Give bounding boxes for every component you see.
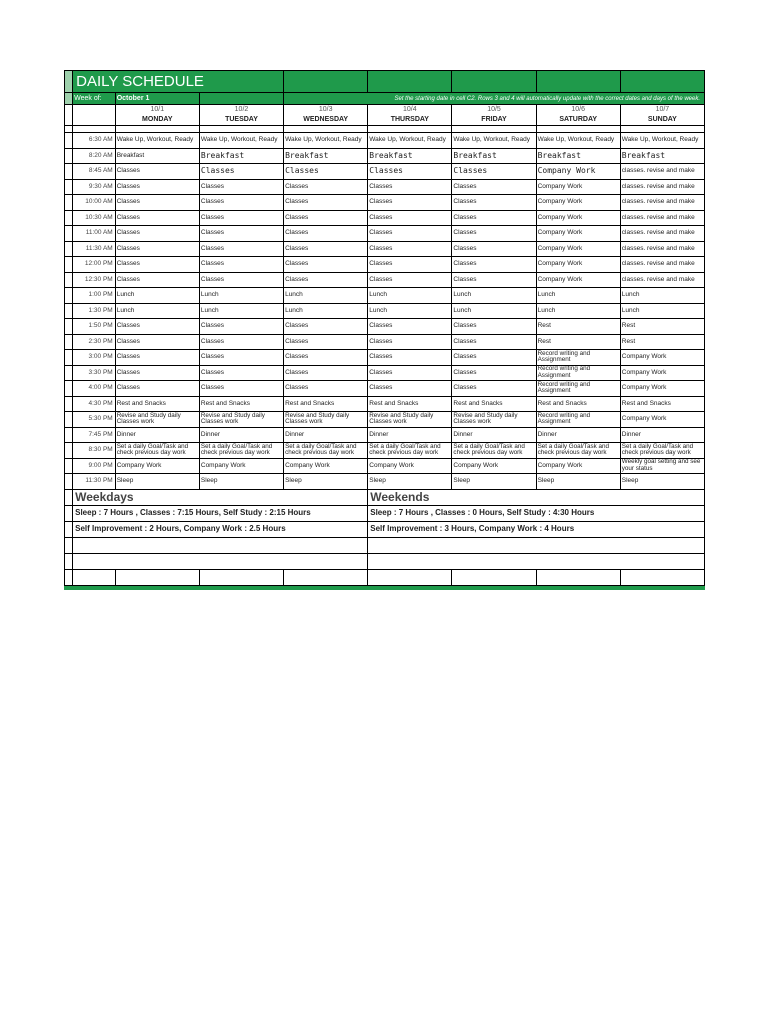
activity-cell[interactable]: Company Work xyxy=(368,458,452,474)
date-cell: 10/3 xyxy=(284,105,368,115)
time-cell: 11:00 AM xyxy=(73,226,116,242)
activity-cell[interactable]: Record writing and Assignment xyxy=(536,412,620,428)
schedule-row xyxy=(65,179,705,195)
activity-cell[interactable]: Classes xyxy=(115,210,199,226)
activity-cell[interactable]: Company Work xyxy=(536,195,620,211)
activity-cell[interactable]: Classes xyxy=(199,365,283,381)
schedule-row xyxy=(65,195,705,211)
activity-cell[interactable]: Classes xyxy=(199,179,283,195)
activity-cell[interactable]: Classes xyxy=(368,241,452,257)
activity-cell[interactable]: Lunch xyxy=(115,288,199,304)
activity-cell[interactable]: Lunch xyxy=(368,303,452,319)
schedule-row xyxy=(65,412,705,428)
activity-cell[interactable]: Wake Up, Workout, Ready xyxy=(620,133,704,149)
activity-cell[interactable]: Classes xyxy=(368,365,452,381)
schedule-table xyxy=(64,70,705,586)
activity-cell[interactable]: classes. revise and make xyxy=(620,164,704,180)
activity-cell[interactable]: Rest xyxy=(620,319,704,335)
empty-cell[interactable] xyxy=(620,569,704,585)
activity-cell[interactable]: Sleep xyxy=(452,474,536,490)
activity-cell[interactable]: Classes xyxy=(284,179,368,195)
activity-cell[interactable]: Classes xyxy=(199,195,283,211)
activity-cell[interactable]: Company Work xyxy=(620,381,704,397)
activity-cell[interactable]: Company Work xyxy=(536,226,620,242)
bottom-accent-bar xyxy=(64,586,705,590)
activity-cell[interactable]: Revise and Study daily Classes work xyxy=(368,412,452,428)
activity-cell[interactable]: Lunch xyxy=(452,288,536,304)
activity-cell[interactable]: Sleep xyxy=(284,474,368,490)
schedule-row xyxy=(65,272,705,288)
activity-cell[interactable]: Revise and Study daily Classes work xyxy=(284,412,368,428)
activity-cell[interactable]: Classes xyxy=(368,334,452,350)
activity-cell[interactable]: Classes xyxy=(115,272,199,288)
activity-cell[interactable]: Classes xyxy=(284,241,368,257)
activity-cell[interactable]: Company Work xyxy=(199,458,283,474)
empty-cell[interactable] xyxy=(115,569,199,585)
activity-cell[interactable]: Classes xyxy=(199,257,283,273)
activity-cell[interactable]: Classes xyxy=(199,241,283,257)
activity-cell[interactable]: Classes xyxy=(284,210,368,226)
activity-cell[interactable]: Classes xyxy=(199,164,283,180)
activity-cell[interactable]: Classes xyxy=(452,164,536,180)
activity-cell[interactable]: Wake Up, Workout, Ready xyxy=(536,133,620,149)
date-cell: 10/6 xyxy=(536,105,620,115)
activity-cell[interactable]: Dinner xyxy=(284,427,368,443)
activity-cell[interactable]: Rest and Snacks xyxy=(199,396,283,412)
empty-cell[interactable] xyxy=(368,553,705,569)
time-cell: 3:00 PM xyxy=(73,350,116,366)
schedule-row xyxy=(65,210,705,226)
activity-cell[interactable]: Lunch xyxy=(199,303,283,319)
schedule-row xyxy=(65,257,705,273)
activity-cell[interactable]: Classes xyxy=(284,164,368,180)
time-cell: 4:30 PM xyxy=(73,396,116,412)
empty-cell[interactable] xyxy=(199,569,283,585)
schedule-row xyxy=(65,164,705,180)
activity-cell[interactable]: Set a daily Goal/Task and check previous day work xyxy=(115,443,199,459)
activity-cell[interactable]: Lunch xyxy=(620,288,704,304)
time-cell: 3:30 PM xyxy=(73,365,116,381)
activity-cell[interactable]: Classes xyxy=(452,334,536,350)
time-cell: 8:45 AM xyxy=(73,164,116,180)
empty-cell[interactable] xyxy=(452,569,536,585)
activity-cell[interactable]: Revise and Study daily Classes work xyxy=(452,412,536,428)
schedule-row xyxy=(65,334,705,350)
activity-cell[interactable]: Sleep xyxy=(620,474,704,490)
activity-cell[interactable]: Company Work xyxy=(536,272,620,288)
activity-cell[interactable]: Record writing and Assignment xyxy=(536,381,620,397)
weekdays-summary-line-1: Sleep : 7 Hours , Classes : 7:15 Hours, Self Study : 2:15 Hours xyxy=(73,505,368,521)
week-of-label: Week of: xyxy=(73,93,116,105)
activity-cell[interactable]: Rest and Snacks xyxy=(536,396,620,412)
weekends-summary-line-1: Sleep : 7 Hours , Classes : 0 Hours, Self Study : 4:30 Hours xyxy=(368,505,705,521)
activity-cell[interactable]: Classes xyxy=(368,381,452,397)
activity-cell[interactable]: Rest and Snacks xyxy=(284,396,368,412)
activity-cell[interactable]: Classes xyxy=(452,350,536,366)
activity-cell[interactable]: Lunch xyxy=(284,303,368,319)
activity-cell[interactable]: Classes xyxy=(284,319,368,335)
activity-cell[interactable]: Set a daily Goal/Task and check previous day work xyxy=(620,443,704,459)
activity-cell[interactable]: Classes xyxy=(115,334,199,350)
activity-cell[interactable]: Classes xyxy=(199,319,283,335)
activity-cell[interactable]: Classes xyxy=(452,319,536,335)
activity-cell[interactable]: Company Work xyxy=(536,257,620,273)
activity-cell[interactable]: Classes xyxy=(284,350,368,366)
activity-cell[interactable]: Classes xyxy=(199,381,283,397)
day-header: SUNDAY xyxy=(620,114,704,126)
activity-cell[interactable]: Breakfast xyxy=(199,148,283,164)
activity-cell[interactable]: classes. revise and make xyxy=(620,210,704,226)
activity-cell[interactable]: Classes xyxy=(284,195,368,211)
activity-cell[interactable]: Classes xyxy=(452,241,536,257)
activity-cell[interactable]: Rest xyxy=(620,334,704,350)
activity-cell[interactable]: Classes xyxy=(284,334,368,350)
time-cell: 5:30 PM xyxy=(73,412,116,428)
activity-cell[interactable]: Dinner xyxy=(620,427,704,443)
empty-cell[interactable] xyxy=(368,537,705,553)
activity-cell[interactable]: Classes xyxy=(115,257,199,273)
activity-cell[interactable]: Classes xyxy=(368,350,452,366)
time-cell: 1:00 PM xyxy=(73,288,116,304)
time-cell: 1:50 PM xyxy=(73,319,116,335)
schedule-row xyxy=(65,133,705,149)
activity-cell[interactable]: Wake Up, Workout, Ready xyxy=(199,133,283,149)
header-accent-cell xyxy=(65,71,73,93)
schedule-row xyxy=(65,148,705,164)
activity-cell[interactable]: Company Work xyxy=(620,350,704,366)
activity-cell[interactable]: Classes xyxy=(115,350,199,366)
activity-cell[interactable]: Classes xyxy=(368,195,452,211)
time-cell: 9:30 AM xyxy=(73,179,116,195)
activity-cell[interactable]: Dinner xyxy=(536,427,620,443)
activity-cell[interactable]: Classes xyxy=(284,365,368,381)
activity-cell[interactable]: Record writing and Assignment xyxy=(536,365,620,381)
time-cell: 7:45 PM xyxy=(73,427,116,443)
activity-cell[interactable]: Classes xyxy=(368,319,452,335)
activity-cell[interactable]: classes. revise and make xyxy=(620,195,704,211)
activity-cell[interactable]: Classes xyxy=(368,164,452,180)
activity-cell[interactable]: Classes xyxy=(115,319,199,335)
activity-cell[interactable]: Wake Up, Workout, Ready xyxy=(115,133,199,149)
activity-cell[interactable]: classes. revise and make xyxy=(620,241,704,257)
empty-cell[interactable] xyxy=(368,569,452,585)
time-cell: 6:30 AM xyxy=(73,133,116,149)
activity-cell[interactable]: Classes xyxy=(284,272,368,288)
day-header: TUESDAY xyxy=(199,114,283,126)
activity-cell[interactable]: Classes xyxy=(115,241,199,257)
schedule-row xyxy=(65,365,705,381)
schedule-row xyxy=(65,474,705,490)
activity-cell[interactable]: classes. revise and make xyxy=(620,272,704,288)
schedule-sheet xyxy=(64,70,705,590)
schedule-row xyxy=(65,458,705,474)
activity-cell[interactable]: Lunch xyxy=(536,303,620,319)
activity-cell[interactable]: Classes xyxy=(452,179,536,195)
activity-cell[interactable]: Set a daily Goal/Task and check previous day work xyxy=(199,443,283,459)
activity-cell[interactable]: Dinner xyxy=(115,427,199,443)
time-cell: 8:30 PM xyxy=(73,443,116,459)
empty-cell[interactable] xyxy=(536,569,620,585)
time-cell: 4:00 PM xyxy=(73,381,116,397)
activity-cell[interactable]: Breakfast xyxy=(452,148,536,164)
activity-cell[interactable]: Classes xyxy=(115,226,199,242)
activity-cell[interactable]: Wake Up, Workout, Ready xyxy=(452,133,536,149)
day-header: SATURDAY xyxy=(536,114,620,126)
activity-cell[interactable]: Breakfast xyxy=(536,148,620,164)
time-cell: 11:30 AM xyxy=(73,241,116,257)
activity-cell[interactable]: Set a daily Goal/Task and check previous day work xyxy=(368,443,452,459)
activity-cell[interactable]: Rest and Snacks xyxy=(368,396,452,412)
activity-cell[interactable]: Classes xyxy=(284,381,368,397)
schedule-row xyxy=(65,319,705,335)
activity-cell[interactable]: Breakfast xyxy=(620,148,704,164)
time-cell: 9:00 PM xyxy=(73,458,116,474)
activity-cell[interactable]: Revise and Study daily Classes work xyxy=(199,412,283,428)
activity-cell[interactable]: Rest xyxy=(536,319,620,335)
activity-cell[interactable]: Classes xyxy=(199,350,283,366)
schedule-row xyxy=(65,443,705,459)
activity-cell[interactable]: Classes xyxy=(452,365,536,381)
activity-cell[interactable]: Dinner xyxy=(199,427,283,443)
activity-cell[interactable]: Company Work xyxy=(620,412,704,428)
activity-cell[interactable]: Set a daily Goal/Task and check previous day work xyxy=(452,443,536,459)
schedule-row xyxy=(65,396,705,412)
activity-cell[interactable]: Dinner xyxy=(452,427,536,443)
activity-cell[interactable]: Classes xyxy=(284,226,368,242)
date-cell: 10/4 xyxy=(368,105,452,115)
time-cell: 2:30 PM xyxy=(73,334,116,350)
instruction-note: Set the starting date in cell C2. Rows 3 and 4 will automatically update with the correct dates and days of the week. xyxy=(284,93,705,105)
schedule-row xyxy=(65,303,705,319)
activity-cell[interactable]: Classes xyxy=(452,381,536,397)
activity-cell[interactable]: Classes xyxy=(199,272,283,288)
activity-cell[interactable]: Rest and Snacks xyxy=(452,396,536,412)
time-cell: 11:30 PM xyxy=(73,474,116,490)
week-of-value[interactable]: October 1 xyxy=(115,93,199,105)
activity-cell[interactable]: Revise and Study daily Classes work xyxy=(115,412,199,428)
activity-cell[interactable]: Company Work xyxy=(284,458,368,474)
day-header: FRIDAY xyxy=(452,114,536,126)
activity-cell[interactable]: Classes xyxy=(368,257,452,273)
activity-cell[interactable]: Set a daily Goal/Task and check previous day work xyxy=(284,443,368,459)
activity-cell[interactable]: Classes xyxy=(368,272,452,288)
date-cell: 10/7 xyxy=(620,105,704,115)
activity-cell[interactable]: Wake Up, Workout, Ready xyxy=(368,133,452,149)
activity-cell[interactable]: Classes xyxy=(368,210,452,226)
activity-cell[interactable]: Rest xyxy=(536,334,620,350)
activity-cell[interactable]: Lunch xyxy=(199,288,283,304)
activity-cell[interactable]: classes. revise and make xyxy=(620,257,704,273)
activity-cell[interactable]: Breakfast xyxy=(368,148,452,164)
activity-cell[interactable]: Lunch xyxy=(284,288,368,304)
schedule-row xyxy=(65,350,705,366)
activity-cell[interactable]: Classes xyxy=(199,334,283,350)
activity-cell[interactable]: Wake Up, Workout, Ready xyxy=(284,133,368,149)
time-cell: 10:30 AM xyxy=(73,210,116,226)
schedule-row xyxy=(65,226,705,242)
activity-cell[interactable]: Breakfast xyxy=(115,148,199,164)
schedule-row xyxy=(65,427,705,443)
time-cell: 10:00 AM xyxy=(73,195,116,211)
activity-cell[interactable]: Rest and Snacks xyxy=(620,396,704,412)
activity-cell[interactable]: Classes xyxy=(452,210,536,226)
weekends-summary-line-2: Self Improvement : 3 Hours, Company Work : 4 Hours xyxy=(368,521,705,537)
schedule-row xyxy=(65,381,705,397)
activity-cell[interactable]: Company Work xyxy=(536,241,620,257)
date-cell: 10/5 xyxy=(452,105,536,115)
activity-cell[interactable]: Lunch xyxy=(452,303,536,319)
activity-cell[interactable]: Classes xyxy=(368,179,452,195)
activity-cell[interactable]: Classes xyxy=(368,226,452,242)
activity-cell[interactable]: Classes xyxy=(115,381,199,397)
day-header: THURSDAY xyxy=(368,114,452,126)
weekends-heading: Weekends xyxy=(368,489,705,505)
activity-cell[interactable]: Classes xyxy=(452,272,536,288)
time-cell: 12:30 PM xyxy=(73,272,116,288)
activity-cell[interactable]: Sleep xyxy=(115,474,199,490)
activity-cell[interactable]: Classes xyxy=(284,257,368,273)
activity-cell[interactable]: Classes xyxy=(452,226,536,242)
activity-cell[interactable]: Company Work xyxy=(536,164,620,180)
activity-cell[interactable]: Set a daily Goal/Task and check previous day work xyxy=(536,443,620,459)
time-cell: 12:00 PM xyxy=(73,257,116,273)
activity-cell[interactable]: Weekly goal setting and see your status xyxy=(620,458,704,474)
time-cell: 1:30 PM xyxy=(73,303,116,319)
empty-cell[interactable] xyxy=(284,569,368,585)
activity-cell[interactable]: Classes xyxy=(115,195,199,211)
activity-cell[interactable]: Lunch xyxy=(536,288,620,304)
date-cell: 10/1 xyxy=(115,105,199,115)
activity-cell[interactable]: Dinner xyxy=(368,427,452,443)
time-cell: 8:20 AM xyxy=(73,148,116,164)
schedule-row xyxy=(65,241,705,257)
activity-cell[interactable]: Classes xyxy=(199,226,283,242)
activity-cell[interactable]: Lunch xyxy=(115,303,199,319)
activity-cell[interactable]: Company Work xyxy=(115,458,199,474)
activity-cell[interactable]: Lunch xyxy=(368,288,452,304)
activity-cell[interactable]: Company Work xyxy=(452,458,536,474)
page-title: DAILY SCHEDULE xyxy=(73,71,284,93)
activity-cell[interactable]: Company Work xyxy=(620,365,704,381)
empty-cell[interactable] xyxy=(73,569,116,585)
activity-cell[interactable]: Rest and Snacks xyxy=(115,396,199,412)
activity-cell[interactable]: classes. revise and make xyxy=(620,226,704,242)
activity-cell[interactable]: Classes xyxy=(199,210,283,226)
activity-cell[interactable]: Company Work xyxy=(536,458,620,474)
empty-cell[interactable] xyxy=(73,537,368,553)
day-header: WEDNESDAY xyxy=(284,114,368,126)
activity-cell[interactable]: Record writing and Assignment xyxy=(536,350,620,366)
activity-cell[interactable]: Company Work xyxy=(536,210,620,226)
schedule-row xyxy=(65,288,705,304)
date-cell: 10/2 xyxy=(199,105,283,115)
weekdays-heading: Weekdays xyxy=(73,489,368,505)
activity-cell[interactable]: Classes xyxy=(115,164,199,180)
day-header: MONDAY xyxy=(115,114,199,126)
activity-cell[interactable]: classes. revise and make xyxy=(620,179,704,195)
activity-cell[interactable]: Breakfast xyxy=(284,148,368,164)
activity-cell[interactable]: Classes xyxy=(115,179,199,195)
activity-cell[interactable]: Sleep xyxy=(199,474,283,490)
activity-cell[interactable]: Lunch xyxy=(620,303,704,319)
activity-cell[interactable]: Classes xyxy=(452,195,536,211)
empty-cell[interactable] xyxy=(73,553,368,569)
weekdays-summary-line-2: Self Improvement : 2 Hours, Company Work : 2.5 Hours xyxy=(73,521,368,537)
activity-cell[interactable]: Classes xyxy=(115,365,199,381)
activity-cell[interactable]: Classes xyxy=(452,257,536,273)
activity-cell[interactable]: Sleep xyxy=(368,474,452,490)
activity-cell[interactable]: Sleep xyxy=(536,474,620,490)
activity-cell[interactable]: Company Work xyxy=(536,179,620,195)
